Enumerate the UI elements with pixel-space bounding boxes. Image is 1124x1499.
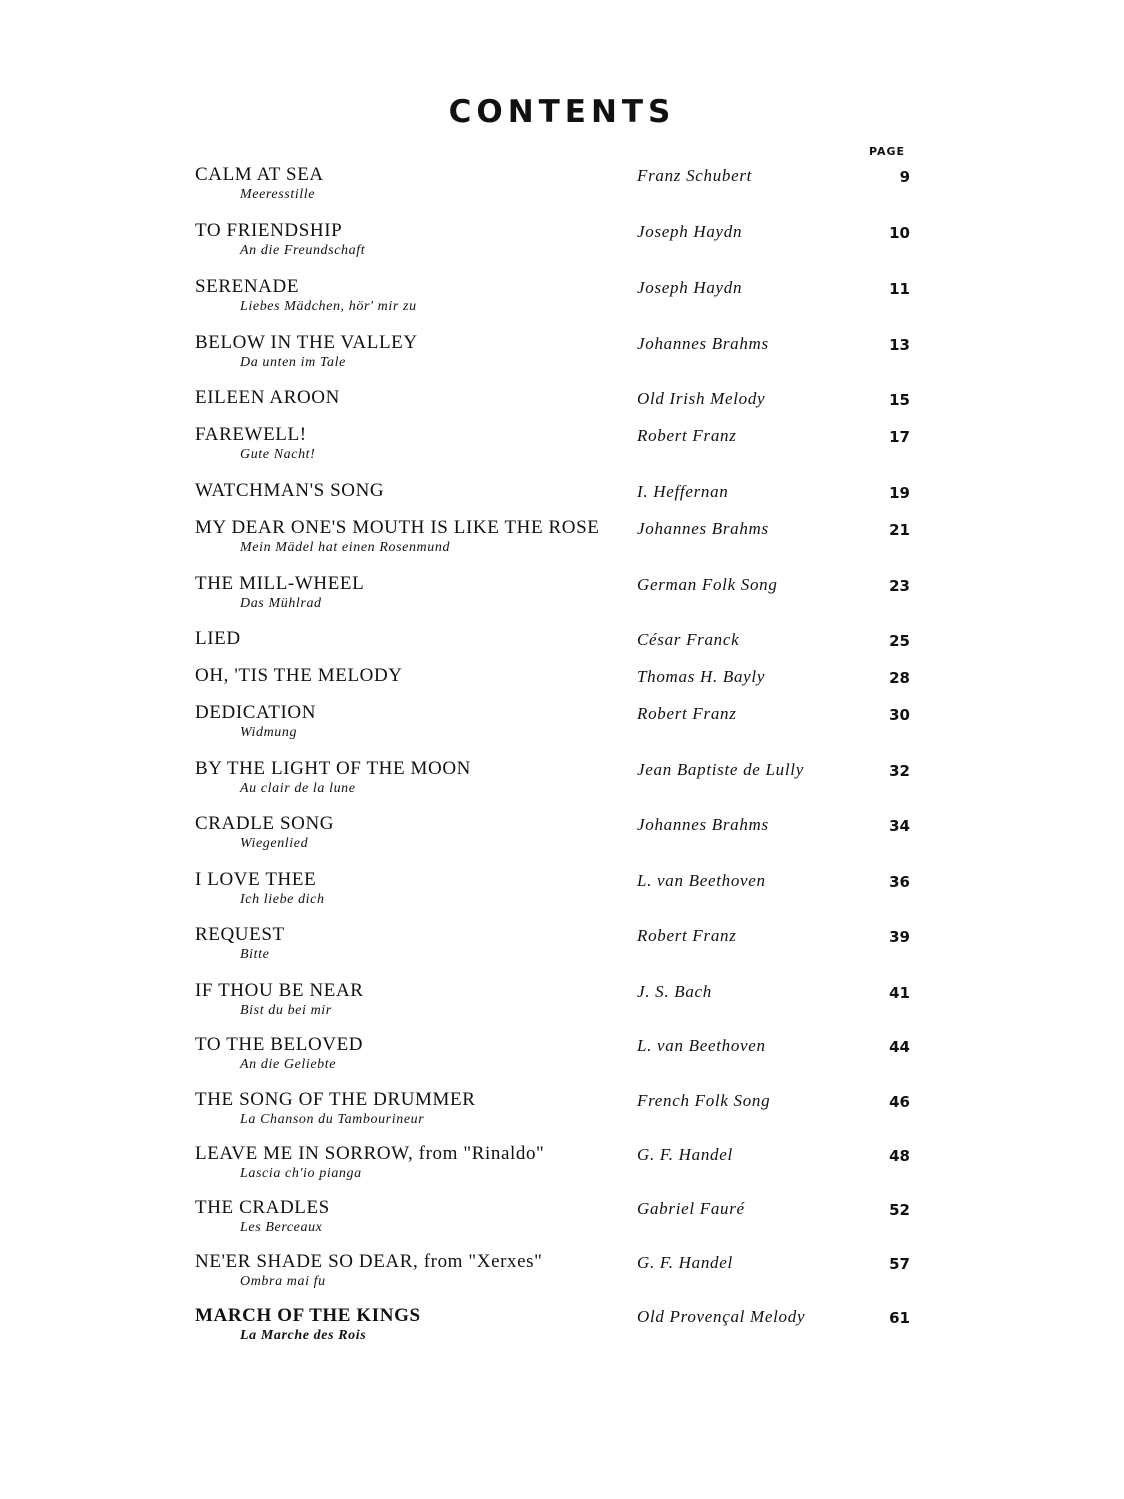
song-subtitle: Meeresstille bbox=[240, 187, 316, 202]
song-subtitle: Bitte bbox=[240, 947, 270, 962]
song-subtitle: Liebes Mädchen, hör' mir zu bbox=[240, 299, 417, 314]
song-title: TO THE BELOVED bbox=[195, 1034, 364, 1055]
toc-entry-by-the-light-of-the-moon[interactable] bbox=[0, 758, 1124, 808]
composer: Joseph Haydn bbox=[637, 278, 743, 297]
song-title: LEAVE ME IN SORROW, from "Rinaldo" bbox=[195, 1143, 545, 1164]
song-title: EILEEN AROON bbox=[195, 387, 340, 408]
toc-entry-my-dear-ones-mouth[interactable] bbox=[0, 517, 1124, 567]
song-title: OH, 'TIS THE MELODY bbox=[195, 665, 403, 686]
composer: I. Heffernan bbox=[637, 482, 729, 501]
page-number: 9 bbox=[899, 168, 910, 186]
song-title: MY DEAR ONE'S MOUTH IS LIKE THE ROSE bbox=[195, 517, 600, 538]
composer: L. van Beethoven bbox=[637, 871, 766, 890]
song-title: REQUEST bbox=[195, 924, 285, 945]
toc-entry-serenade[interactable] bbox=[0, 276, 1124, 326]
page-number: 36 bbox=[889, 873, 910, 891]
toc-entry-request[interactable] bbox=[0, 924, 1124, 974]
toc-entry-cradle-song[interactable] bbox=[0, 813, 1124, 863]
composer: Robert Franz bbox=[637, 426, 737, 445]
song-title: NE'ER SHADE SO DEAR, from "Xerxes" bbox=[195, 1251, 543, 1272]
composer: Joseph Haydn bbox=[637, 222, 743, 241]
song-title: CALM AT SEA bbox=[195, 164, 324, 185]
song-title: FAREWELL! bbox=[195, 424, 307, 445]
song-title: WATCHMAN'S SONG bbox=[195, 480, 385, 501]
toc-entry-to-the-beloved[interactable] bbox=[0, 1034, 1124, 1084]
page-number: 52 bbox=[889, 1201, 910, 1219]
song-title: LIED bbox=[195, 628, 241, 649]
song-title: THE CRADLES bbox=[195, 1197, 330, 1218]
song-subtitle: Gute Nacht! bbox=[240, 447, 316, 462]
composer: Robert Franz bbox=[637, 704, 737, 723]
song-subtitle: La Chanson du Tambourineur bbox=[240, 1112, 425, 1127]
toc-entry-dedication[interactable] bbox=[0, 702, 1124, 752]
page-number: 46 bbox=[889, 1093, 910, 1111]
song-subtitle: La Marche des Rois bbox=[240, 1328, 367, 1343]
page-title: CONTENTS bbox=[448, 94, 676, 130]
page-number: 21 bbox=[889, 521, 910, 539]
song-subtitle: Widmung bbox=[240, 725, 298, 740]
page-number: 13 bbox=[889, 336, 910, 354]
page-number: 23 bbox=[889, 577, 910, 595]
song-subtitle: Ich liebe dich bbox=[240, 892, 325, 907]
song-title: BY THE LIGHT OF THE MOON bbox=[195, 758, 472, 779]
toc-entry-i-love-thee[interactable] bbox=[0, 869, 1124, 919]
page-number: 25 bbox=[889, 632, 910, 650]
composer: Old Irish Melody bbox=[637, 389, 766, 408]
page-number: 48 bbox=[889, 1147, 910, 1165]
composer: G. F. Handel bbox=[637, 1253, 733, 1272]
composer: Jean Baptiste de Lully bbox=[637, 760, 804, 779]
composer: German Folk Song bbox=[637, 575, 778, 594]
composer: Johannes Brahms bbox=[637, 334, 769, 353]
page-number: 44 bbox=[889, 1038, 910, 1056]
composer: Johannes Brahms bbox=[637, 815, 769, 834]
toc-entry-the-song-of-the-drummer[interactable] bbox=[0, 1089, 1124, 1139]
song-subtitle: Ombra mai fu bbox=[240, 1274, 326, 1289]
page-number: 19 bbox=[889, 484, 910, 502]
toc-entry-if-thou-be-near[interactable] bbox=[0, 980, 1124, 1030]
page-number: 41 bbox=[889, 984, 910, 1002]
page-number: 32 bbox=[889, 762, 910, 780]
toc-entry-neer-shade-so-dear[interactable] bbox=[0, 1251, 1124, 1301]
song-subtitle: An die Freundschaft bbox=[240, 243, 366, 258]
song-subtitle: Bist du bei mir bbox=[240, 1003, 332, 1018]
song-title: SERENADE bbox=[195, 276, 300, 297]
composer: Franz Schubert bbox=[637, 166, 753, 185]
page-number: 11 bbox=[889, 280, 910, 298]
composer: César Franck bbox=[637, 630, 740, 649]
composer: G. F. Handel bbox=[637, 1145, 733, 1164]
toc-entry-to-friendship[interactable] bbox=[0, 220, 1124, 270]
song-subtitle: An die Geliebte bbox=[240, 1057, 337, 1072]
composer: Johannes Brahms bbox=[637, 519, 769, 538]
toc-entry-the-mill-wheel[interactable] bbox=[0, 573, 1124, 623]
song-title: DEDICATION bbox=[195, 702, 317, 723]
song-title: IF THOU BE NEAR bbox=[195, 980, 364, 1001]
song-subtitle: Les Berceaux bbox=[240, 1220, 323, 1235]
song-subtitle: Da unten im Tale bbox=[240, 355, 346, 370]
page-number: 34 bbox=[889, 817, 910, 835]
song-title: BELOW IN THE VALLEY bbox=[195, 332, 418, 353]
song-subtitle: Das Mühlrad bbox=[240, 596, 322, 611]
song-subtitle: Au clair de la lune bbox=[240, 781, 356, 796]
page-number: 39 bbox=[889, 928, 910, 946]
composer: L. van Beethoven bbox=[637, 1036, 766, 1055]
toc-entry-leave-me-in-sorrow[interactable] bbox=[0, 1143, 1124, 1193]
song-title: I LOVE THEE bbox=[195, 869, 317, 890]
page-number: 17 bbox=[889, 428, 910, 446]
song-subtitle: Wiegenlied bbox=[240, 836, 309, 851]
composer: French Folk Song bbox=[637, 1091, 771, 1110]
composer: Robert Franz bbox=[637, 926, 737, 945]
song-title: TO FRIENDSHIP bbox=[195, 220, 343, 241]
song-title: THE SONG OF THE DRUMMER bbox=[195, 1089, 476, 1110]
page-number: 61 bbox=[889, 1309, 910, 1327]
toc-entry-below-in-the-valley[interactable] bbox=[0, 332, 1124, 382]
page-number: 30 bbox=[889, 706, 910, 724]
toc-entry-farewell[interactable] bbox=[0, 424, 1124, 474]
composer: Gabriel Fauré bbox=[637, 1199, 745, 1218]
song-title: CRADLE SONG bbox=[195, 813, 335, 834]
page-number: 57 bbox=[889, 1255, 910, 1273]
song-subtitle: Lascia ch'io pianga bbox=[240, 1166, 362, 1181]
song-subtitle: Mein Mädel hat einen Rosenmund bbox=[240, 540, 451, 555]
page-number: 10 bbox=[889, 224, 910, 242]
composer: Thomas H. Bayly bbox=[637, 667, 766, 686]
composer: J. S. Bach bbox=[637, 982, 712, 1001]
song-title: MARCH OF THE KINGS bbox=[195, 1305, 421, 1326]
page-number: 15 bbox=[889, 391, 910, 409]
page-number: 28 bbox=[889, 669, 910, 687]
composer: Old Provençal Melody bbox=[637, 1307, 806, 1326]
toc-entry-march-of-the-kings[interactable] bbox=[0, 1305, 1124, 1355]
toc-entry-the-cradles[interactable] bbox=[0, 1197, 1124, 1247]
song-title: THE MILL-WHEEL bbox=[195, 573, 365, 594]
page-column-label: PAGE bbox=[868, 145, 906, 158]
toc-entry-calm-at-sea[interactable] bbox=[0, 164, 1124, 214]
